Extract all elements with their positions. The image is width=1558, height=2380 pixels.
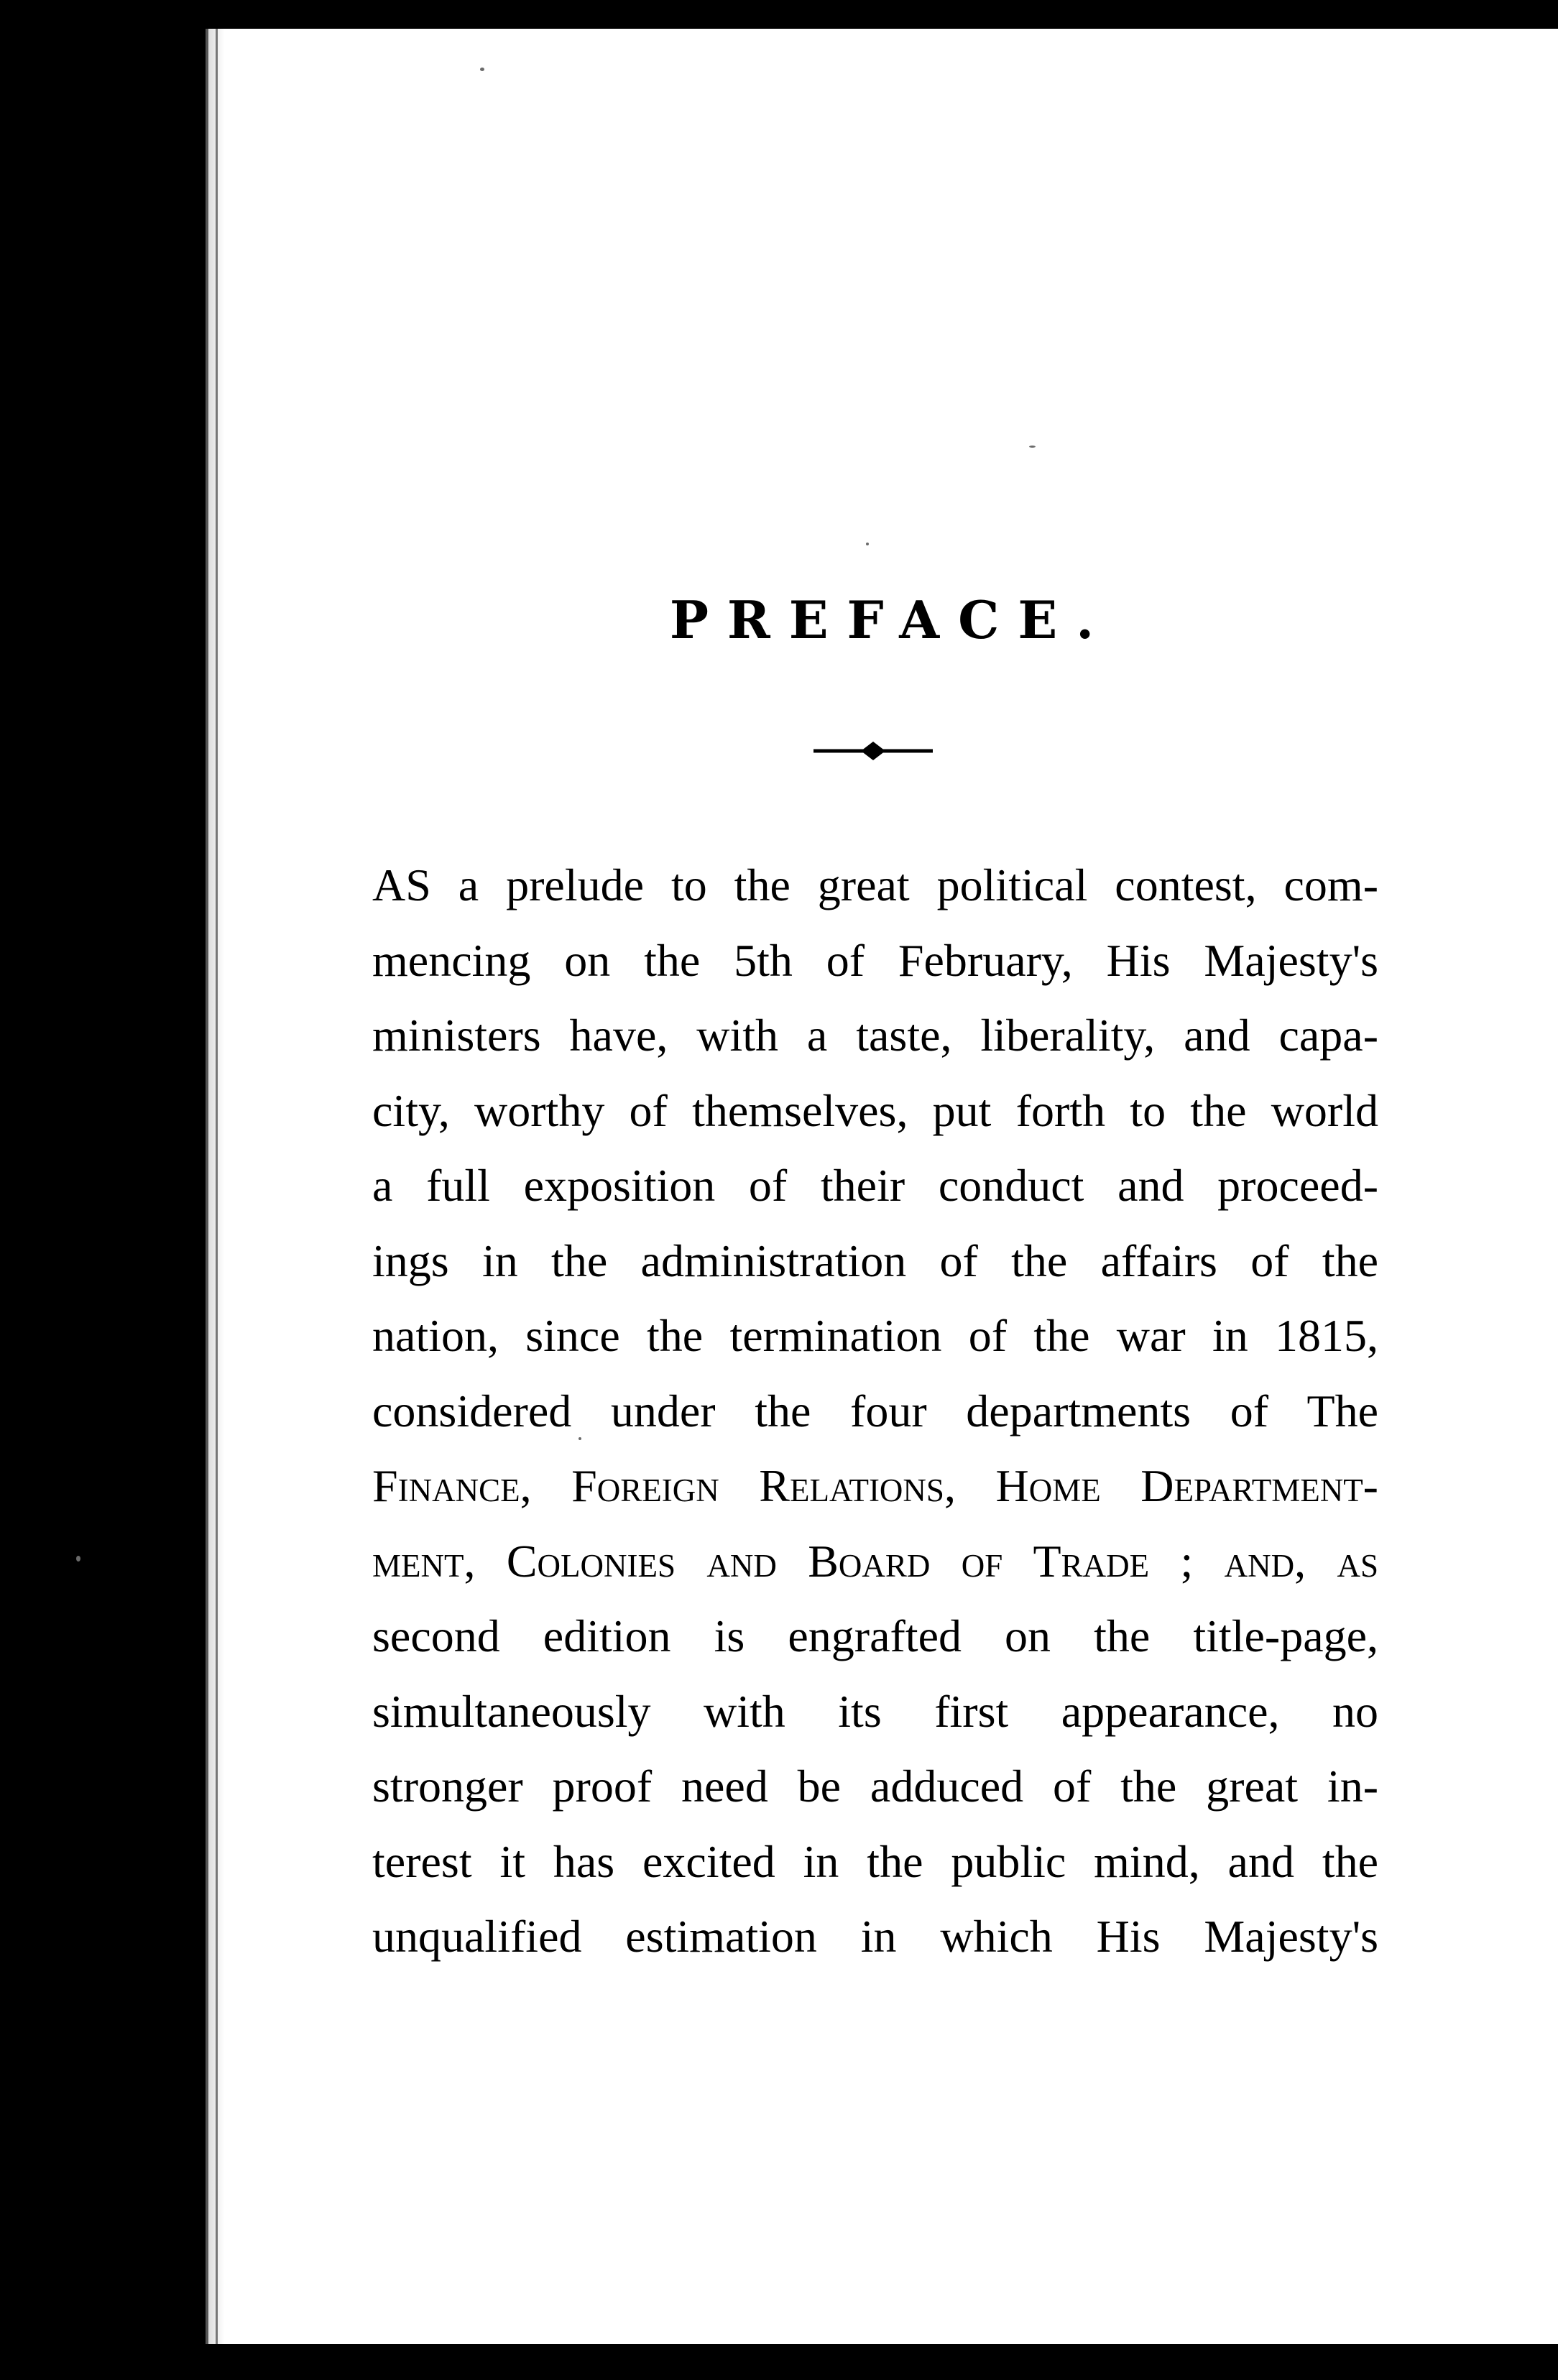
paper-speck (76, 1556, 80, 1562)
text-line: stronger proof need be adduced of the great in- (372, 1761, 1378, 1812)
paper-speck (480, 68, 484, 71)
text-line: Finance, Foreign Relations, Home Department- (372, 1460, 1378, 1511)
paper-speck (1029, 446, 1036, 448)
text-line: ment, Colonies and Board of Trade ; and, as (372, 1535, 1378, 1587)
text-line: unqualified estimation in which His Majesty's (372, 1911, 1378, 1962)
paper-speck (866, 543, 869, 545)
page-title: PREFACE. (669, 589, 1113, 650)
text-line: mencing on the 5th of February, His Majesty's (372, 934, 1378, 986)
text-line: second edition is engrafted on the title-page, (372, 1610, 1378, 1661)
divider-ornament-icon (812, 733, 934, 769)
page-edge-line (216, 29, 221, 2344)
text-line: city, worthy of themselves, put forth to the world (372, 1084, 1378, 1136)
text-line: ministers have, with a taste, liberality, and capa- (372, 1010, 1378, 1061)
text-line: terest it has excited in the public mind, and the (372, 1835, 1378, 1887)
text-line: simultaneously with its first appearance, no (372, 1685, 1378, 1737)
text-line: ings in the administration of the affairs of the (372, 1235, 1378, 1286)
text-line: AS a prelude to the great political contest, com- (372, 859, 1378, 910)
text-line: considered under the four departments of The (372, 1385, 1378, 1436)
preface-body (372, 848, 1378, 1975)
text-line: a full exposition of their conduct and proceed- (372, 1160, 1378, 1211)
text-line: nation, since the termination of the war in 1815, (372, 1310, 1378, 1361)
